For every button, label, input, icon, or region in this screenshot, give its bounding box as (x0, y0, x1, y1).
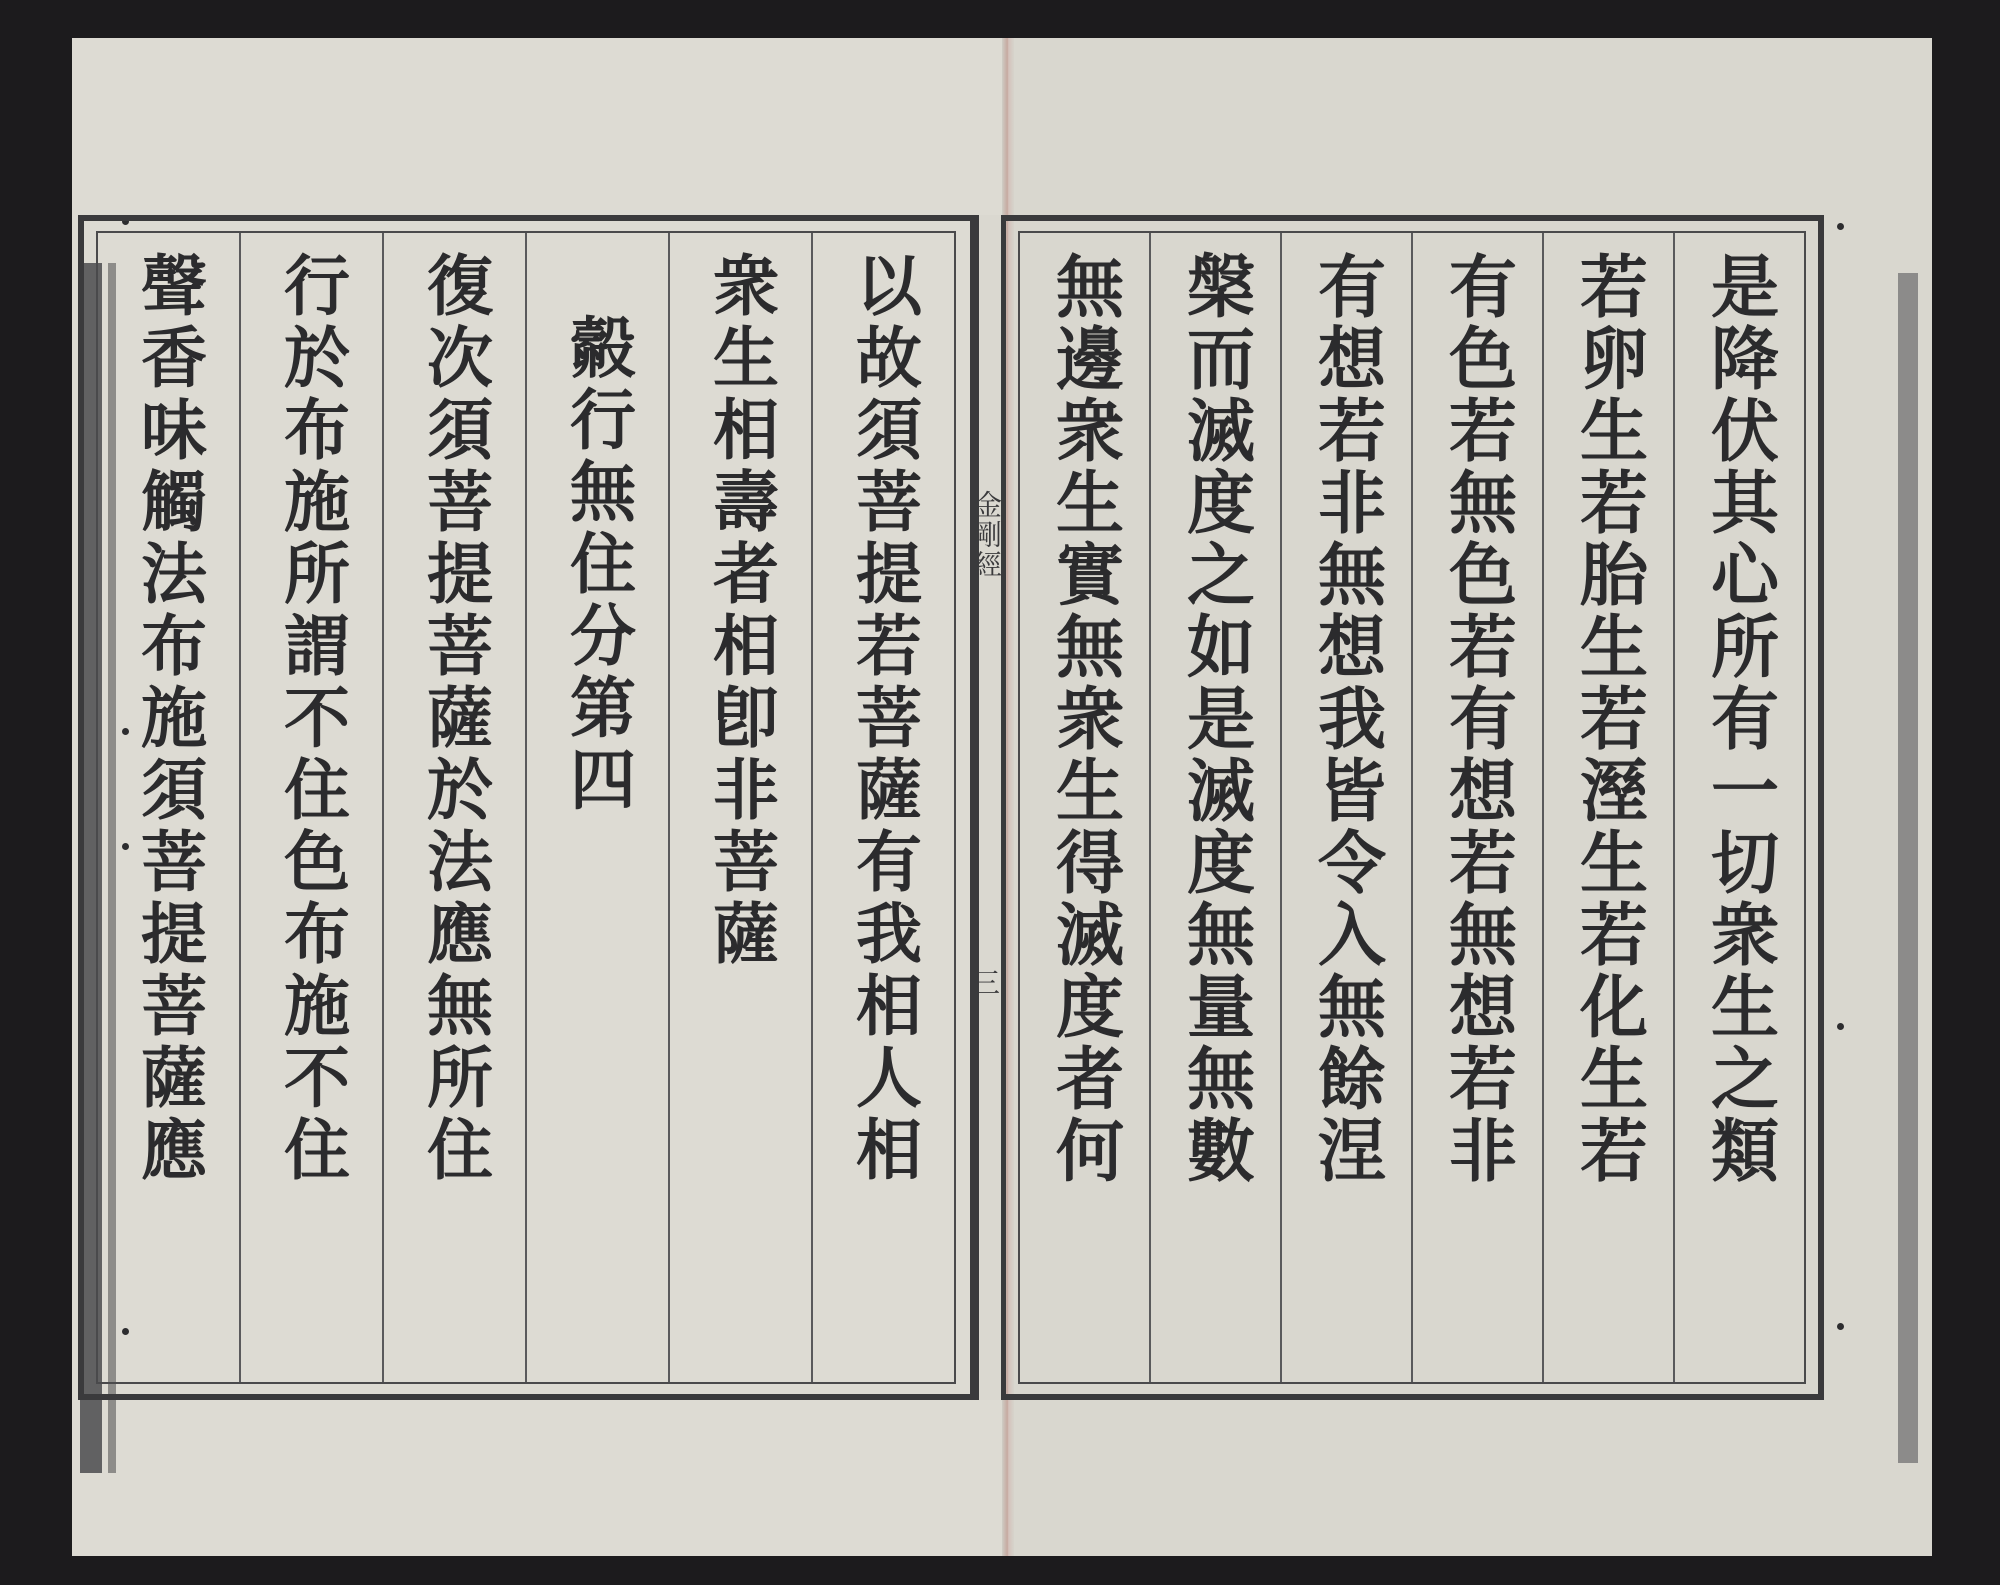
center-spine (968, 215, 1005, 1400)
text-column: 有色若無色若有想若無想若非 (1411, 233, 1542, 1382)
text-column: 無邊衆生實無衆生得滅度者何 (1044, 251, 1125, 1187)
spine-page-number: 三 (968, 968, 1001, 996)
right-page-columns (1020, 233, 1804, 1382)
text-column: 以故須菩提若菩薩有我相人相 (811, 233, 954, 1382)
binding-hole (1837, 1323, 1844, 1330)
text-column: 有想若非無想我皆令入無餘涅 (1280, 233, 1411, 1382)
text-column: 衆生相壽者相卽非菩薩 (668, 233, 811, 1382)
left-page-inner-border (96, 231, 956, 1384)
left-page-text-frame (78, 215, 976, 1400)
right-page-inner-border (1018, 231, 1806, 1384)
text-column: 若卵生若胎生若溼生若化生若 (1542, 233, 1673, 1382)
binding-hole (1837, 1023, 1844, 1030)
text-column: 槃而滅度之如是滅度無量無數 (1149, 233, 1280, 1382)
left-page-columns (98, 233, 954, 1382)
inked-right-edge (1898, 273, 1918, 1463)
text-column: 是降伏其心所有一切衆生之類 (1673, 233, 1804, 1382)
text-column: 復次須菩提菩薩於法應無所住 (382, 233, 525, 1382)
right-page-text-frame (1000, 215, 1824, 1400)
text-column: 行於布施所謂不住色布施不住 (239, 233, 382, 1382)
binding-hole (1837, 223, 1844, 230)
text-column: 聲香味觸法布施須菩提菩薩應 (129, 251, 208, 1187)
section-heading-column: 㲉行無住分第四 (525, 233, 668, 1382)
spine-title: 金剛經 (970, 490, 1003, 580)
